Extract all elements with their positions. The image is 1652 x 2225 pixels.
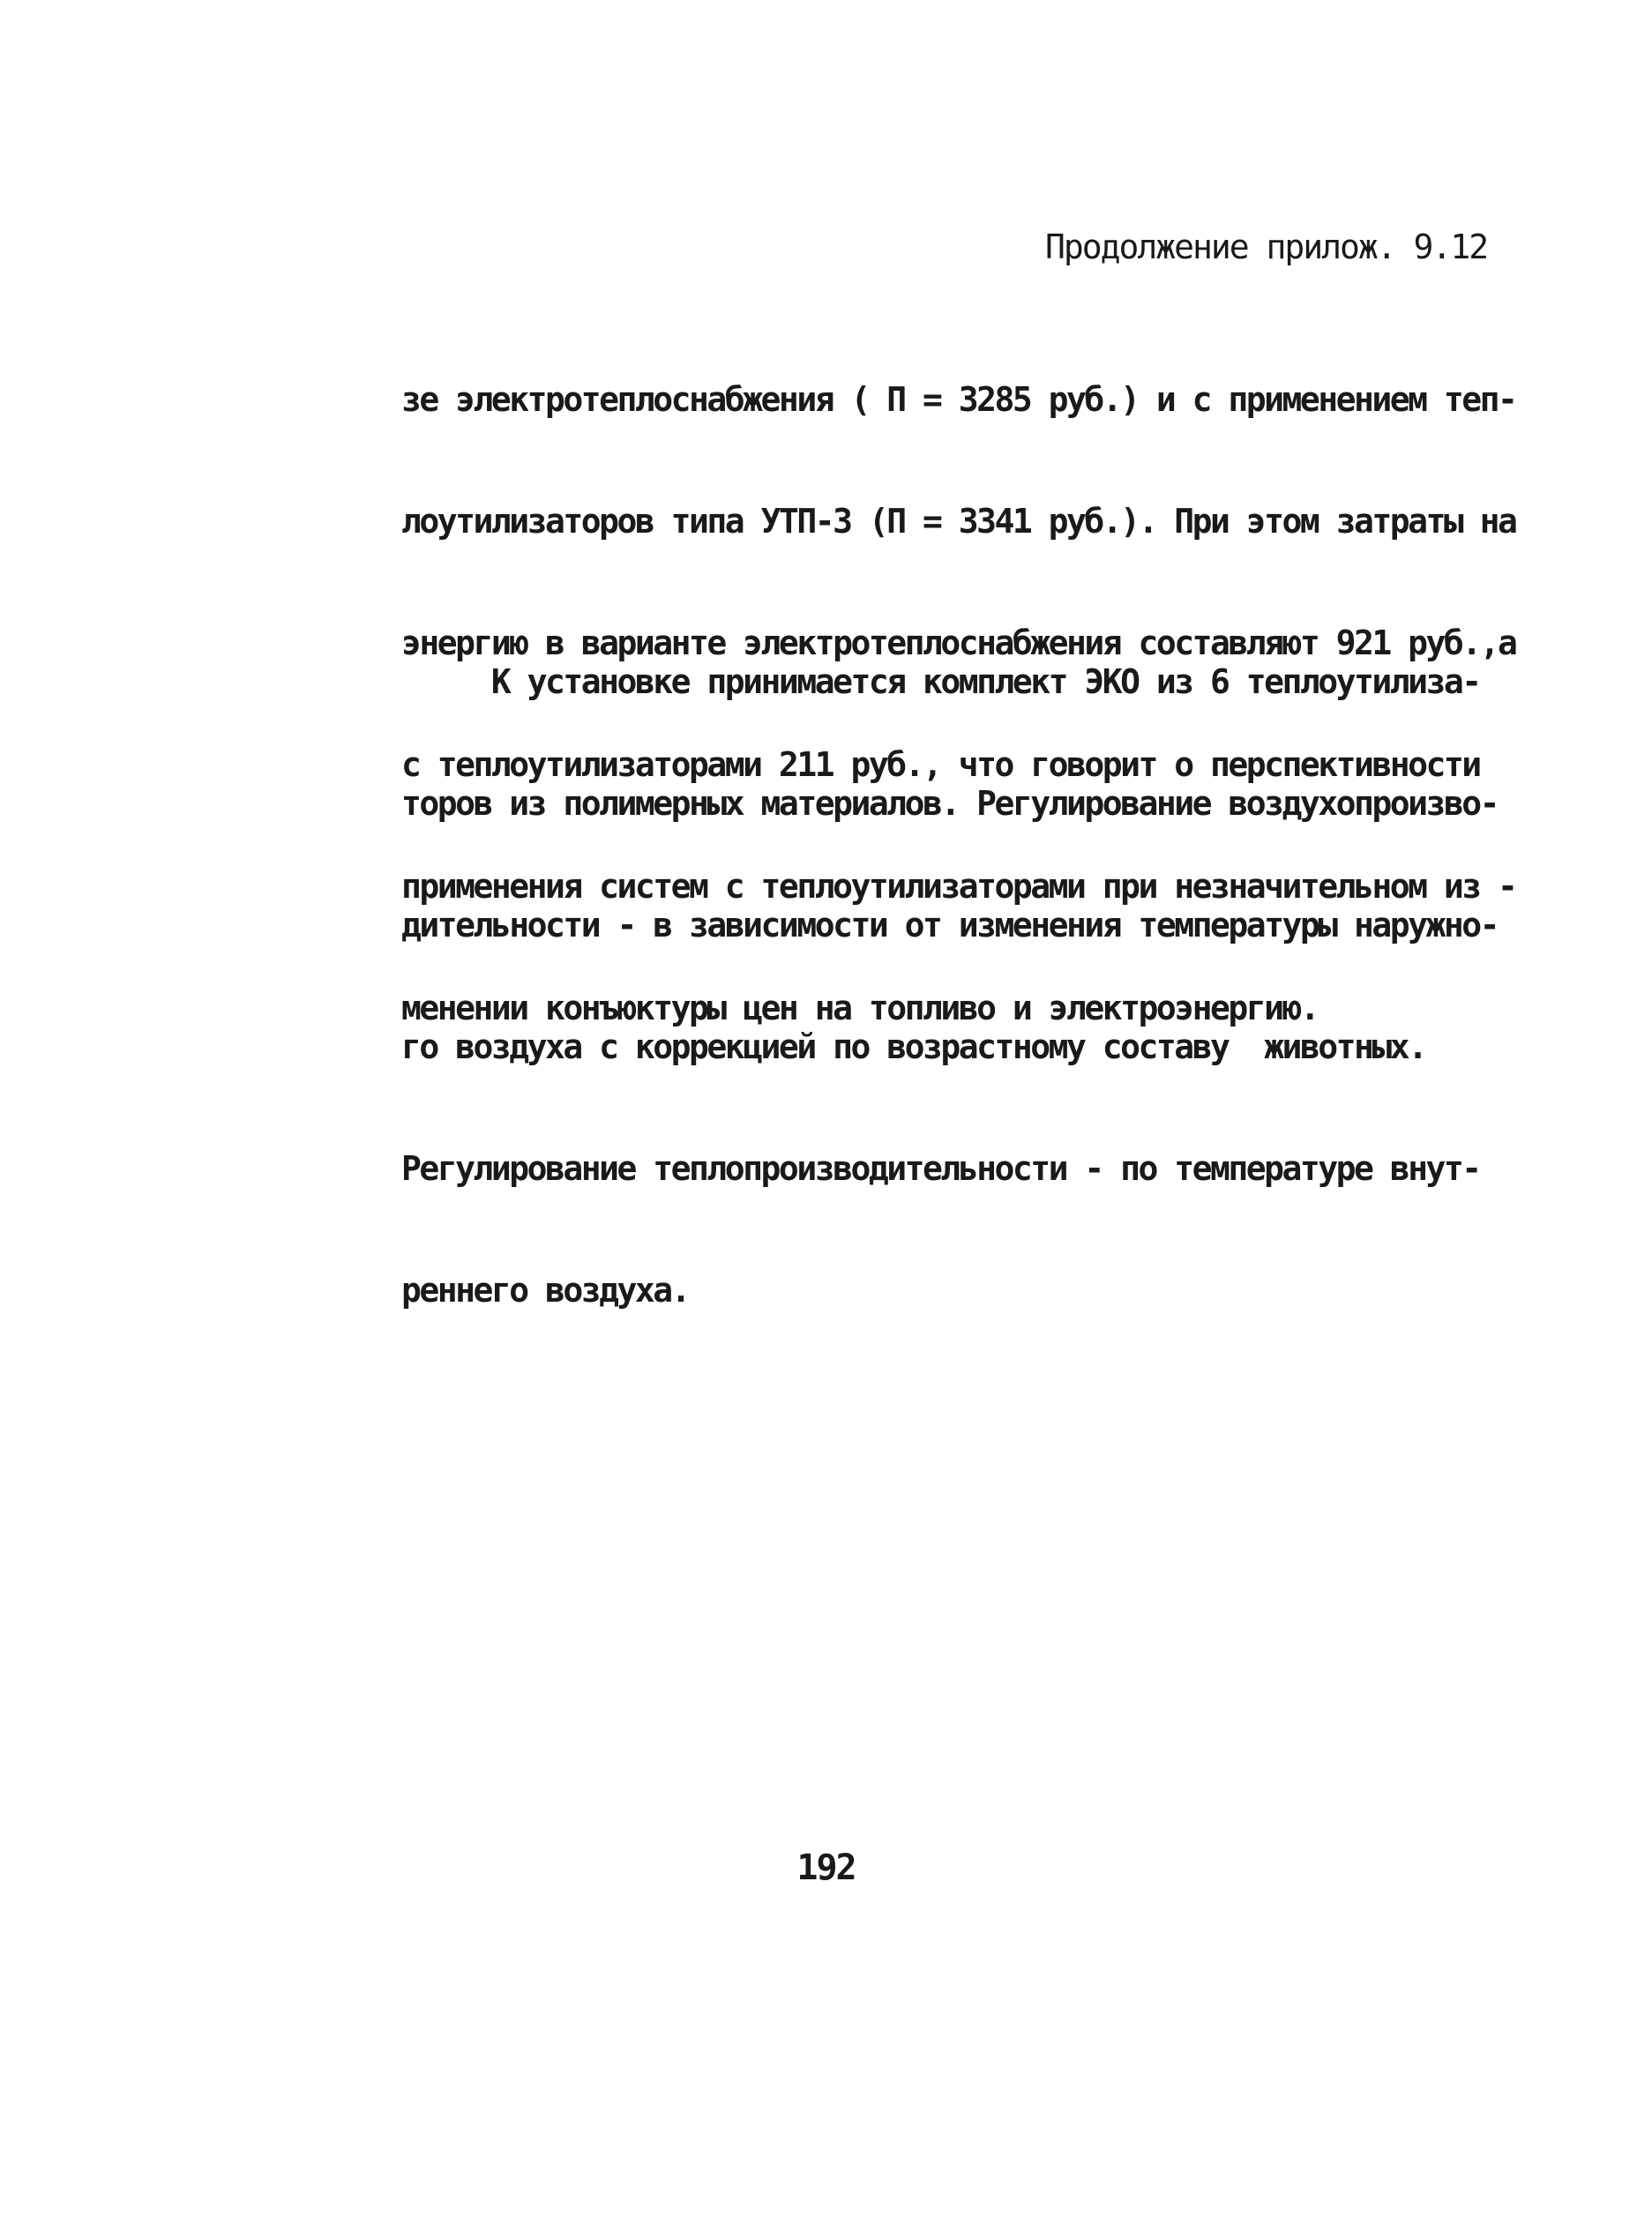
paragraph-2 (401, 582, 1516, 1390)
text-line: применения систем с теплоутилизаторами при незначительном из - (401, 867, 1516, 906)
text-line: зе электротеплоснабжения ( П = 3285 руб.) и с применением теп- (401, 380, 1516, 419)
page-number: 192 (796, 1848, 856, 1888)
text-line: К установке принимается комплект ЭКО из 6 теплоутилиза- (401, 662, 1480, 701)
text-line: Регулирование теплопроизводительности - по температуре внут- (401, 1149, 1480, 1188)
text-line: энергию в варианте электротеплоснабжения составляют 921 руб.,а (401, 623, 1516, 662)
text-line: го воздуха с коррекцией по возрастному составу животных. (401, 1027, 1426, 1066)
text-line: лоутилизаторов типа УТП-3 (П = 3341 руб.). При этом затраты на (401, 502, 1516, 541)
text-line: с теплоутилизаторами 211 руб., что говорит о перспективности (401, 745, 1480, 784)
text-line: реннего воздуха. (401, 1271, 690, 1310)
text-line: менении конъюктуры цен на топливо и электроэнергию. (401, 989, 1319, 1027)
text-line: торов из полимерных материалов. Регулирование воздухопроизво- (401, 784, 1499, 823)
text-line: дительности - в зависимости от изменения температуры наружно- (401, 906, 1499, 945)
continuation-note: Продолжение прилож. 9.12 (1045, 228, 1488, 266)
